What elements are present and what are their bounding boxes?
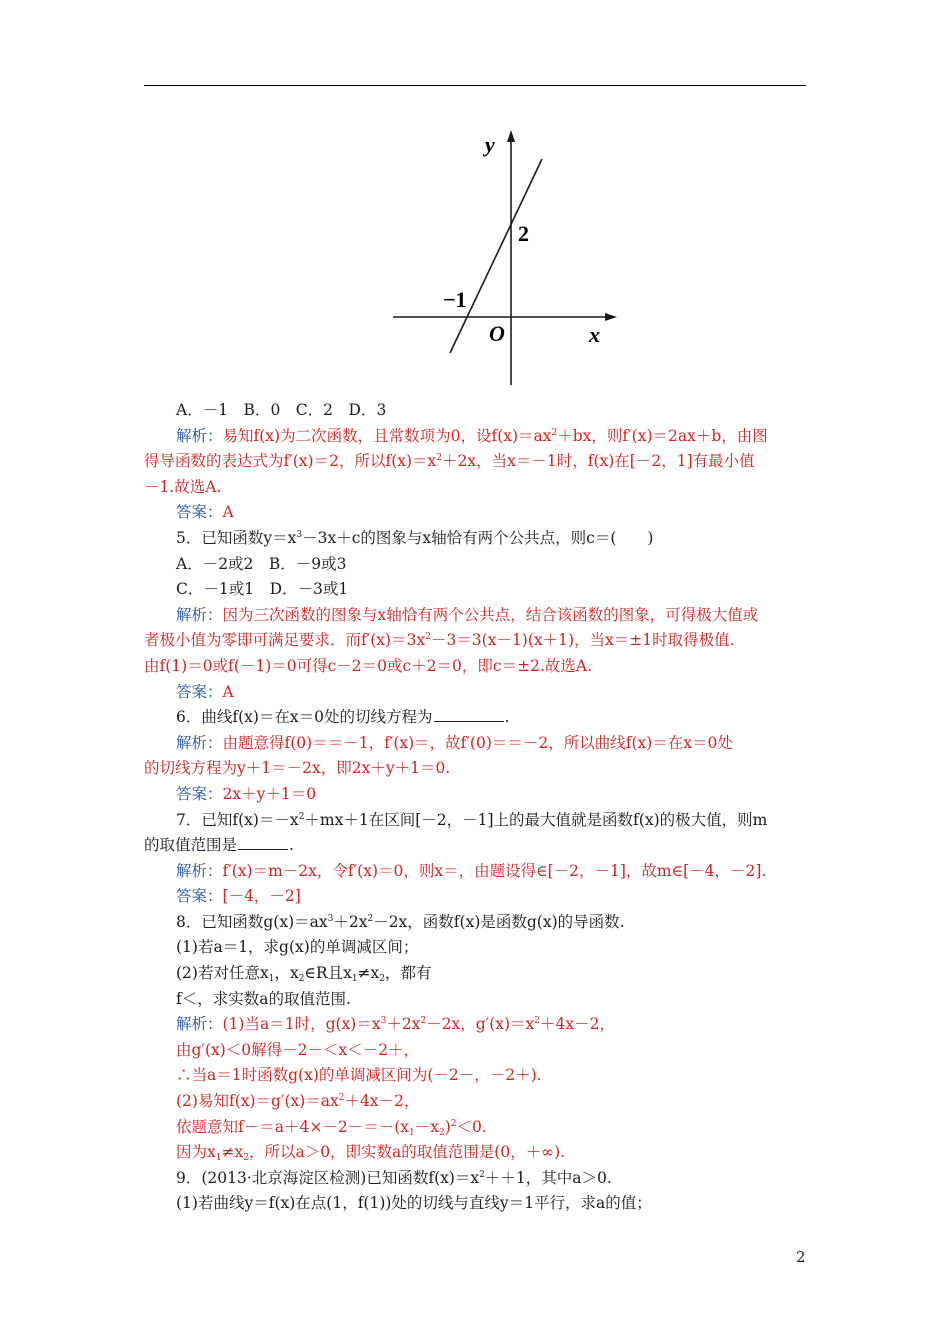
q8-solution-line-3: ∴当a＝1时函数g(x)的单调减区间为(－2－，－2＋).: [176, 1066, 542, 1085]
answer-label: 答案：: [176, 503, 223, 522]
q8-solution-line-5: 依题意知$f-=a+4\times-2-=-(x_1-x_2)^2<0$.: [176, 1117, 487, 1138]
q4-analysis-line-1: 解析：易知f(x)为二次函数，且常数项为0，设$f(x)=ax^2+bx$，则f′(x)＝2ax＋b，由图: [176, 426, 768, 445]
analysis-label: 解析：: [176, 1015, 223, 1034]
q8-solution-line-6: 因为$x_1\ne x_2$，所以a＞0，即实数a的取值范围是(0，＋∞).: [176, 1143, 566, 1164]
q5-options-2: C．－1或1 D．－3或1: [176, 580, 349, 599]
q5-stem: 5．已知函数$y=x^3-3x+c$的图象与x轴恰有两个公共点，则c＝( ): [176, 528, 654, 547]
q5-analysis-line-3: 由f(1)＝0或f(－1)＝0可得c－2＝0或c＋2＝0，即c＝±2.故选A.: [144, 656, 592, 675]
q7-answer: 答案：[－4，－2]: [176, 887, 301, 906]
q6-stem: 6．曲线f(x)＝在x＝0处的切线方程为 .: [176, 708, 510, 727]
q8-stem: 8．已知函数$g(x)=ax^3+2x^2-2x$，函数f(x)是函数g(x)的导函数.: [176, 912, 625, 931]
fill-blank: [434, 707, 504, 722]
x-tick-label: −1: [443, 287, 467, 312]
q7-analysis: 解析：f′(x)＝m－2x，令f′(x)＝0，则x＝，由题设得∈[－2，－1]，故m∈[－4，－2].: [176, 861, 767, 880]
answer-label: 答案：: [176, 887, 223, 906]
q8-solution-line-1: 解析：(1)当a＝1时，$g(x)=x^3+2x^2-2x$，$g'(x)=x^2+4x-2$，: [176, 1015, 615, 1034]
x-axis-label: x: [589, 322, 600, 347]
q4-options: A．－1 B．0 C．2 D．3: [176, 401, 387, 419]
document-body: [144, 398, 812, 1217]
q9-part-1: (1)若曲线y＝f(x)在点(1，f(1))处的切线与直线y＝1平行，求a的值；: [176, 1194, 652, 1213]
q7-stem-line-2: 的取值范围是 .: [144, 836, 294, 855]
q6-analysis-line-1: 解析：由题意得f(0)＝＝－1，f′(x)＝，故f′(0)＝＝－2，所以曲线f(x)＝在x＝0处: [176, 733, 733, 752]
origin-label: O: [489, 321, 505, 346]
q9-stem: 9．(2013·北京海淀区检测)已知函数$f(x)=x^2++1$，其中a＞0.: [176, 1168, 612, 1187]
q8-part-2: (2)若对任意$x_1$，$x_2\in R$且$x_1\ne x_2$，都有: [176, 964, 432, 985]
analysis-label: 解析：: [176, 861, 223, 880]
q4-answer: 答案：A: [176, 503, 234, 522]
y-tick-label: 2: [518, 221, 529, 246]
answer-label: 答案：: [176, 682, 223, 701]
y-axis-label: y: [485, 132, 495, 157]
q7-stem-line-1: 7．已知$f(x)=-x^2+mx+1$在区间[－2，－1]上的最大值就是函数f(x)的极大值，则m: [176, 810, 768, 829]
q5-analysis-line-1: 解析：因为三次函数的图象与x轴恰有两个公共点，结合该函数的图象，可得极大值或: [176, 605, 759, 624]
q4-analysis-line-2: 得导函数的表达式为f′(x)＝2，所以$f(x)=x^2+2x$，当x＝－1时，f(x)在[－2，1]有最小值: [144, 452, 755, 471]
page-number: 2: [796, 1248, 806, 1266]
q5-answer: 答案：A: [176, 682, 234, 701]
analysis-label: 解析：: [176, 605, 223, 624]
q5-options-1: A．－2或2 B．－9或3: [176, 554, 347, 573]
q8-part-1: (1)若a＝1，求g(x)的单调减区间；: [176, 938, 419, 957]
header-rule: [144, 85, 806, 86]
q6-analysis-line-2: 的切线方程为y＋1＝－2x，即2x＋y＋1＝0.: [144, 759, 451, 778]
function-graph: [385, 120, 625, 395]
x-axis-arrow: [605, 313, 617, 321]
y-axis-arrow: [507, 130, 515, 142]
q8-solution-line-2: 由g′(x)＜0解得－2－＜x＜－2＋，: [176, 1040, 420, 1059]
fill-blank: [238, 835, 288, 850]
q4-analysis-line-3: －1.故选A.: [144, 477, 222, 496]
analysis-label: 解析：: [176, 426, 223, 445]
q6-answer: 答案：2x＋y＋1＝0: [176, 784, 317, 803]
q8-solution-line-4: (2)易知$f(x)=g'(x)=ax^2+4x-2$，: [176, 1092, 420, 1111]
q5-analysis-line-2: 者极小值为零即可满足要求．而$f'(x)=3x^2-3=3(x-1)(x+1)$，当x＝±1时取得极值.: [144, 631, 735, 650]
analysis-label: 解析：: [176, 733, 223, 752]
answer-label: 答案：: [176, 784, 223, 803]
q8-part-2-cont: f＜，求实数a的取值范围.: [176, 989, 351, 1008]
